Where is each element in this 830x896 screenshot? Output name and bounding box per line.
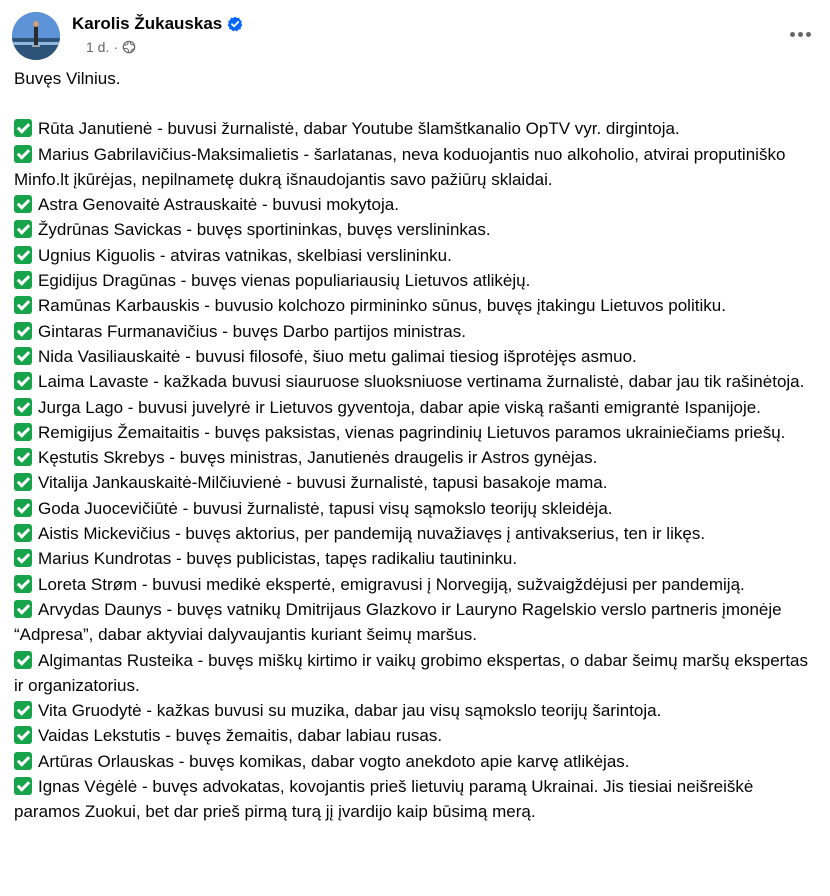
list-item-text: Marius Kundrotas - buvęs publicistas, tapęs radikaliu tautininku. <box>38 549 518 569</box>
list-item <box>14 192 814 217</box>
list-item-text: Laima Lavaste - kažkada buvusi siauruose sluoksniuose vertinama žurnalistė, dabar jau tik rašinėtoja. <box>38 372 805 392</box>
list-item <box>14 445 814 470</box>
list-item <box>14 369 814 394</box>
list-item <box>14 470 814 495</box>
list-item-text: Loreta Strøm - buvusi medikė ekspertė, emigravusi į Norvegiją, sužvaigždėjusi per pandemiją. <box>38 574 745 594</box>
more-horizontal-icon <box>790 32 795 37</box>
list-item <box>14 319 814 344</box>
author-avatar[interactable] <box>12 12 60 60</box>
check-mark-button-icon <box>14 726 32 744</box>
globe-icon[interactable] <box>122 40 136 54</box>
list-item-text: Remigijus Žemaitaitis - buvęs paksistas, vienas pagrindinių Lietuvos paramos ukrainiečiams priešų. <box>38 422 786 442</box>
check-mark-button-icon <box>14 347 32 365</box>
more-dot <box>798 32 803 37</box>
list-item-text: Artūras Orlauskas - buvęs komikas, dabar vogto anekdoto apie karvę atlikėjas. <box>38 751 630 771</box>
list-item-text: Marius Gabrilavičius-Maksimalietis - šarlatanas, neva koduojantis nuo alkoholio, atvirai proputiniško Minfo.lt įkūrėjas, nepilnametę dukrą išnaudojantis savo pažiūrų sklaidai. <box>14 144 786 189</box>
post-body <box>14 66 814 825</box>
list-item-text: Ugnius Kiguolis - atviras vatnikas, skelbiasi verslininku. <box>38 245 452 265</box>
check-mark-button-icon <box>14 752 32 770</box>
check-mark-button-icon <box>14 448 32 466</box>
list-item <box>14 597 814 648</box>
list-item-text: Žydrūnas Savickas - buvęs sportininkas, buvęs verslininkas. <box>38 220 491 240</box>
check-mark-button-icon <box>14 398 32 416</box>
more-options-button[interactable] <box>786 24 814 44</box>
check-mark-button-icon <box>14 777 32 795</box>
list-item <box>14 243 814 268</box>
list-item-text: Goda Juocevičiūtė - buvusi žurnalistė, tapusi visų sąmokslo teorijų skleidėja. <box>38 498 613 518</box>
check-mark-button-icon <box>14 423 32 441</box>
list-item <box>14 217 814 242</box>
check-mark-button-icon <box>14 524 32 542</box>
list-item <box>14 420 814 445</box>
list-item <box>14 648 814 699</box>
check-mark-button-icon <box>14 600 32 618</box>
list-item-text: Vaidas Lekstutis - buvęs žemaitis, dabar labiau rusas. <box>38 726 443 746</box>
post-header <box>12 10 818 62</box>
check-mark-button-icon <box>14 549 32 567</box>
check-mark-button-icon <box>14 119 32 137</box>
list-item-text: Astra Genovaitė Astrauskaitė - buvusi mokytoja. <box>38 195 399 215</box>
list-item-text: Ramūnas Karbauskis - buvusio kolchozo pirmininko sūnus, buvęs įtakingu Lietuvos politiku. <box>38 296 726 316</box>
list-item-text: Vitalija Jankauskaitė-Milčiuvienė - buvusi žurnalistė, tapusi basakoje mama. <box>38 473 608 493</box>
post-timestamp[interactable]: 1 d. <box>86 39 110 55</box>
list-item <box>14 774 814 825</box>
meta-separator: · <box>113 39 119 55</box>
check-mark-button-icon <box>14 372 32 390</box>
check-mark-button-icon <box>14 701 32 719</box>
list-item <box>14 496 814 521</box>
list-item <box>14 698 814 723</box>
list-item-text: Vita Gruodytė - kažkas buvusi su muzika, dabar jau visų sąmokslo teorijų šarintoja. <box>38 701 662 721</box>
list-item-text: Jurga Lago - buvusi juvelyrė ir Lietuvos gyventoja, dabar apie viską rašanti emigrantė Ispanijoje. <box>38 397 761 417</box>
list-item <box>14 572 814 597</box>
list-item <box>14 395 814 420</box>
check-mark-button-icon <box>14 575 32 593</box>
list-item-text: Arvydas Daunys - buvęs vatnikų Dmitrijaus Glazkovo ir Lauryno Ragelskio verslo partneris įmonėje “Adpresa”, dabar aktyviai dalyvaujantis kuriant šeimų maršus. <box>14 599 782 645</box>
author-name-text[interactable]: Karolis Žukauskas <box>72 14 223 33</box>
check-mark-button-icon <box>14 296 32 314</box>
check-mark-button-icon <box>14 499 32 517</box>
list-item <box>14 344 814 369</box>
check-mark-button-icon <box>14 322 32 340</box>
check-mark-button-icon <box>14 246 32 264</box>
list-item-text: Rūta Janutienė - buvusi žurnalistė, dabar Youtube šlamštkanalio OpTV vyr. dirgintoja. <box>38 119 680 139</box>
list-item-text: Algimantas Rusteika - buvęs miškų kirtimo ir vaikų grobimo ekspertas, o dabar šeimų maršų ekspertas ir organizatorius. <box>14 650 809 695</box>
author-name[interactable] <box>72 13 243 35</box>
list-item <box>14 546 814 571</box>
list-item <box>14 749 814 774</box>
post-intro: Buvęs Vilnius. <box>14 69 121 88</box>
avatar-photo <box>12 12 60 60</box>
list-item-text: Gintaras Furmanavičius - buvęs Darbo partijos ministras. <box>38 321 466 341</box>
list-item-text: Ignas Vėgėlė - buvęs advokatas, kovojantis prieš lietuvių paramą Ukrainai. Jis tiesiai neišreiškė paramos Zuokui, bet dar prieš pirmą turą jį įvardijo kaip būsimą merą. <box>14 777 754 822</box>
check-mark-button-icon <box>14 220 32 238</box>
list-item-text: Egidijus Dragūnas - buvęs vienas populiariausių Lietuvos atlikėjų. <box>38 271 531 291</box>
list-item <box>14 521 814 546</box>
list-item <box>14 268 814 293</box>
post-meta <box>86 37 136 57</box>
check-mark-button-icon <box>14 473 32 491</box>
list-item-text: Aistis Mickevičius - buvęs aktorius, per pandemiją nuvažiavęs į antivakserius, ten ir likęs. <box>38 524 706 544</box>
more-dot <box>806 32 811 37</box>
list-item <box>14 293 814 318</box>
check-mark-button-icon <box>14 271 32 289</box>
check-mark-button-icon <box>14 195 32 213</box>
check-mark-button-icon <box>14 145 32 163</box>
list-item <box>14 116 814 141</box>
list-item <box>14 723 814 748</box>
check-mark-button-icon <box>14 651 32 669</box>
list-item <box>14 142 814 193</box>
verified-badge-icon <box>227 16 243 32</box>
list-item-text: Kęstutis Skrebys - buvęs ministras, Janutienės draugelis ir Astros gynėjas. <box>38 448 598 468</box>
list-item-text: Nida Vasiliauskaitė - buvusi filosofė, šiuo metu galimai tiesiog išprotėjęs asmuo. <box>38 346 637 366</box>
